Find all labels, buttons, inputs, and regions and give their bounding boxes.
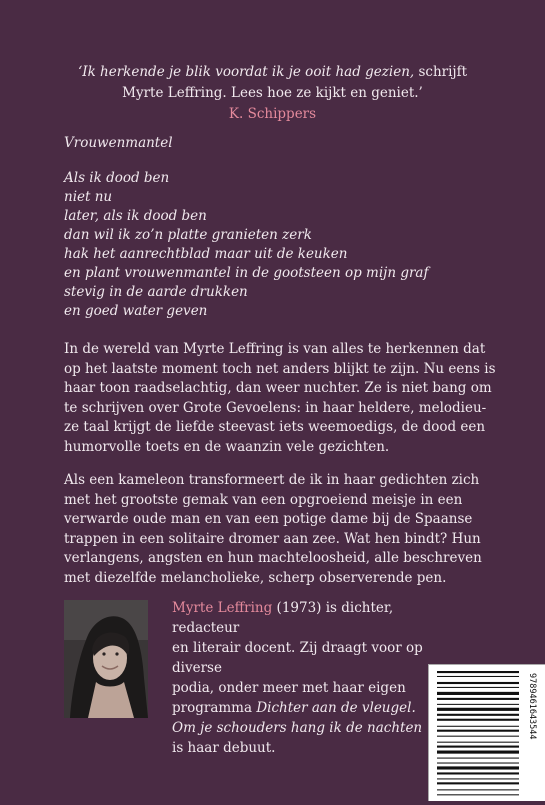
bio-text: (1973) is dichter, redacteur: [172, 600, 394, 636]
paragraph-line: op het laatste moment toch net anders blijkt te zijn. Nu eens is: [64, 360, 496, 377]
paragraph-line: met diezelfde melancholieke, scherp observerende pen.: [64, 569, 447, 586]
poem-line: Als ik dood ben: [64, 170, 170, 186]
paragraph-line: haar toon raadselachtig, dan weer nuchter. Ze is niet bang om: [64, 380, 492, 397]
poem: [64, 134, 504, 321]
author-photo: [64, 600, 148, 718]
paragraph-line: humorvolle toets en de waanzin vele gezichten.: [64, 438, 390, 455]
blurb-quote: [60, 62, 485, 125]
poem-line: stevig in de aarde drukken: [64, 284, 248, 300]
paragraph-line: te schrijven over Grote Gevoelens: in haar heldere, melodieu-: [64, 399, 487, 416]
author-bio: [172, 598, 442, 758]
poem-line: later, als ik dood ben: [64, 208, 207, 224]
paragraph-line: met het grootste gemak van een opgroeiend meisje in een: [64, 491, 463, 508]
quote-line-2: Myrte Leffring. Lees hoe ze kijkt en geniet.’: [122, 85, 423, 101]
quote-author: K. Schippers: [228, 106, 317, 122]
description-paragraph-2: [64, 471, 504, 589]
barcode-graphic: [429, 665, 545, 801]
quote-italic: ‘Ik herkende je blik voordat ik je ooit had gezien,: [77, 64, 415, 80]
bio-text: is haar debuut.: [172, 740, 276, 756]
bio-debut-title: Om je schouders hang ik de nachten: [172, 720, 423, 736]
author-name: Myrte Leffring: [172, 600, 273, 616]
poem-line: en goed water geven: [64, 303, 208, 319]
barcode-digits: 9789461643544: [527, 673, 537, 740]
description-paragraph-1: [64, 340, 504, 458]
bio-text: podia, onder meer met haar eigen: [172, 680, 406, 696]
paragraph-line: ze taal krijgt de liefde steevast iets weemoedigs, de dood een: [64, 419, 486, 436]
poem-line: niet nu: [64, 189, 113, 205]
bio-text: en literair docent. Zij draagt voor op diverse: [172, 640, 423, 676]
poem-line: hak het aanrechtblad maar uit de keuken: [64, 246, 348, 262]
poem-title: Vrouwenmantel: [64, 135, 173, 151]
paragraph-line: verwarde oude man en van een potige dame bij de Spaanse: [64, 511, 473, 528]
paragraph-line: verlangens, angsten en hun machteloosheid, alle beschreven: [64, 550, 482, 567]
quote-rest: schrijft: [414, 64, 468, 80]
bio-program-title: Dichter aan de vleugel.: [256, 700, 416, 716]
isbn-barcode: [428, 664, 545, 801]
bio-text: programma: [172, 700, 257, 716]
poem-line: dan wil ik zo’n platte granieten zerk: [64, 227, 312, 243]
poem-line: en plant vrouwenmantel in de gootsteen op mijn graf: [64, 265, 429, 281]
paragraph-line: trappen in een solitaire dromer aan zee. Wat hen bindt? Hun: [64, 530, 481, 547]
paragraph-line: In de wereld van Myrte Leffring is van alles te herkennen dat: [64, 341, 486, 357]
author-portrait-image: [64, 600, 148, 718]
paragraph-line: Als een kameleon transformeert de ik in haar gedichten zich: [64, 472, 480, 488]
